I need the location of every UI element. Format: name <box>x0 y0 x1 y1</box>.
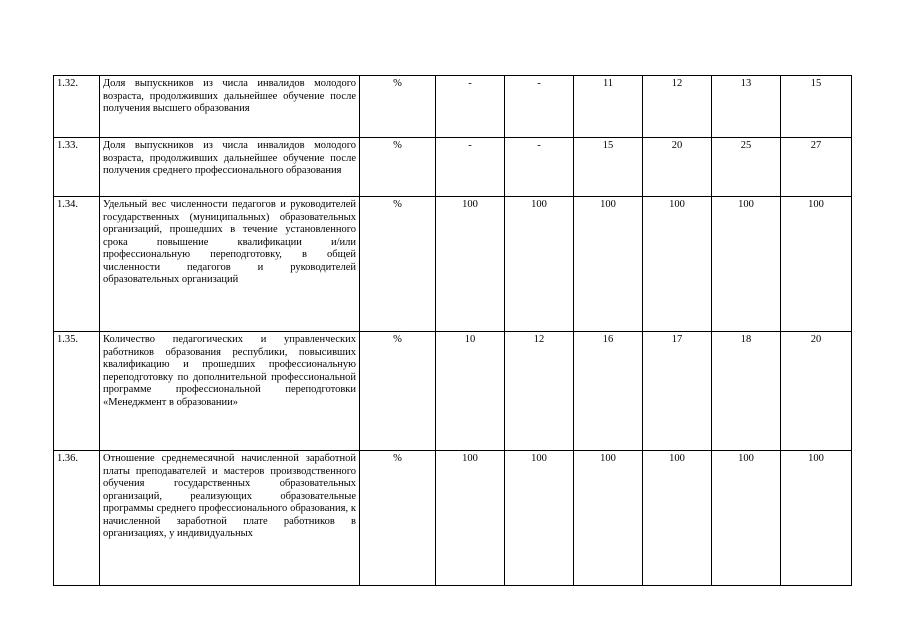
indicator-name: Удельный вес численности педагогов и руководителей государственных (муниципальных) образовательных организаций, прошедших в течение установленного срока повышение квалификации и/или профессиональную переподготовку, в общей численности педагогов и руководителей образовательных организаций <box>100 197 360 332</box>
value-cell: 100 <box>712 451 781 586</box>
row-number: 1.35. <box>54 332 100 451</box>
indicator-name <box>100 451 360 586</box>
value-cell: 100 <box>505 451 574 586</box>
value-cell: 100 <box>505 197 574 332</box>
value-cell: 100 <box>781 451 852 586</box>
value-cell: 100 <box>643 451 712 586</box>
table-row <box>54 332 852 451</box>
value-cell: - <box>436 138 505 197</box>
value-cell: 27 <box>781 138 852 197</box>
value-cell: 11 <box>574 76 643 138</box>
value-cell: 25 <box>712 138 781 197</box>
row-number: 1.36. <box>54 451 100 586</box>
value-cell: 12 <box>505 332 574 451</box>
value-cell: 15 <box>574 138 643 197</box>
value-cell: 18 <box>712 332 781 451</box>
value-cell: 20 <box>643 138 712 197</box>
value-cell: 100 <box>436 197 505 332</box>
value-cell: 12 <box>643 76 712 138</box>
value-cell: 100 <box>712 197 781 332</box>
value-cell: 20 <box>781 332 852 451</box>
value-cell: - <box>505 138 574 197</box>
table-row <box>54 197 852 332</box>
indicator-name: Доля выпускников из числа инвалидов молодого возраста, продолживших дальнейшее обучение после получения среднего профессионального образования <box>100 138 360 197</box>
row-number: 1.34. <box>54 197 100 332</box>
row-number: 1.32. <box>54 76 100 138</box>
value-cell: 10 <box>436 332 505 451</box>
value-cell: 100 <box>643 197 712 332</box>
value-cell: 17 <box>643 332 712 451</box>
table-row <box>54 451 852 586</box>
indicator-name: Количество педагогических и управленческих работников образования республики, повысивших квалификацию и прошедших профессиональную переподготовку по дополнительной профессиональной программе профессиональной переподготовки «Менеджмент в образовании» <box>100 332 360 451</box>
unit-cell: % <box>360 138 436 197</box>
value-cell: 100 <box>574 197 643 332</box>
indicators-table <box>53 75 852 586</box>
table-row <box>54 138 852 197</box>
value-cell: 15 <box>781 76 852 138</box>
row-number: 1.33. <box>54 138 100 197</box>
value-cell: 100 <box>436 451 505 586</box>
unit-cell: % <box>360 76 436 138</box>
value-cell: 16 <box>574 332 643 451</box>
table-row <box>54 76 852 138</box>
value-cell: 13 <box>712 76 781 138</box>
indicator-name: Доля выпускников из числа инвалидов молодого возраста, продолживших дальнейшее обучение после получения высшего образования <box>100 76 360 138</box>
value-cell: 100 <box>574 451 643 586</box>
unit-cell: % <box>360 451 436 586</box>
indicator-name-text: Отношение среднемесячной начисленной заработной платы преподавателей и мастеров производственного обучения государственных образовательных организаций, реализующих образовательные программы среднего профессионального образования, к начисленной заработной плате работников в организациях, у индивидуальных <box>103 453 356 539</box>
unit-cell: % <box>360 197 436 332</box>
value-cell: 100 <box>781 197 852 332</box>
value-cell: - <box>436 76 505 138</box>
unit-cell: % <box>360 332 436 451</box>
value-cell: - <box>505 76 574 138</box>
